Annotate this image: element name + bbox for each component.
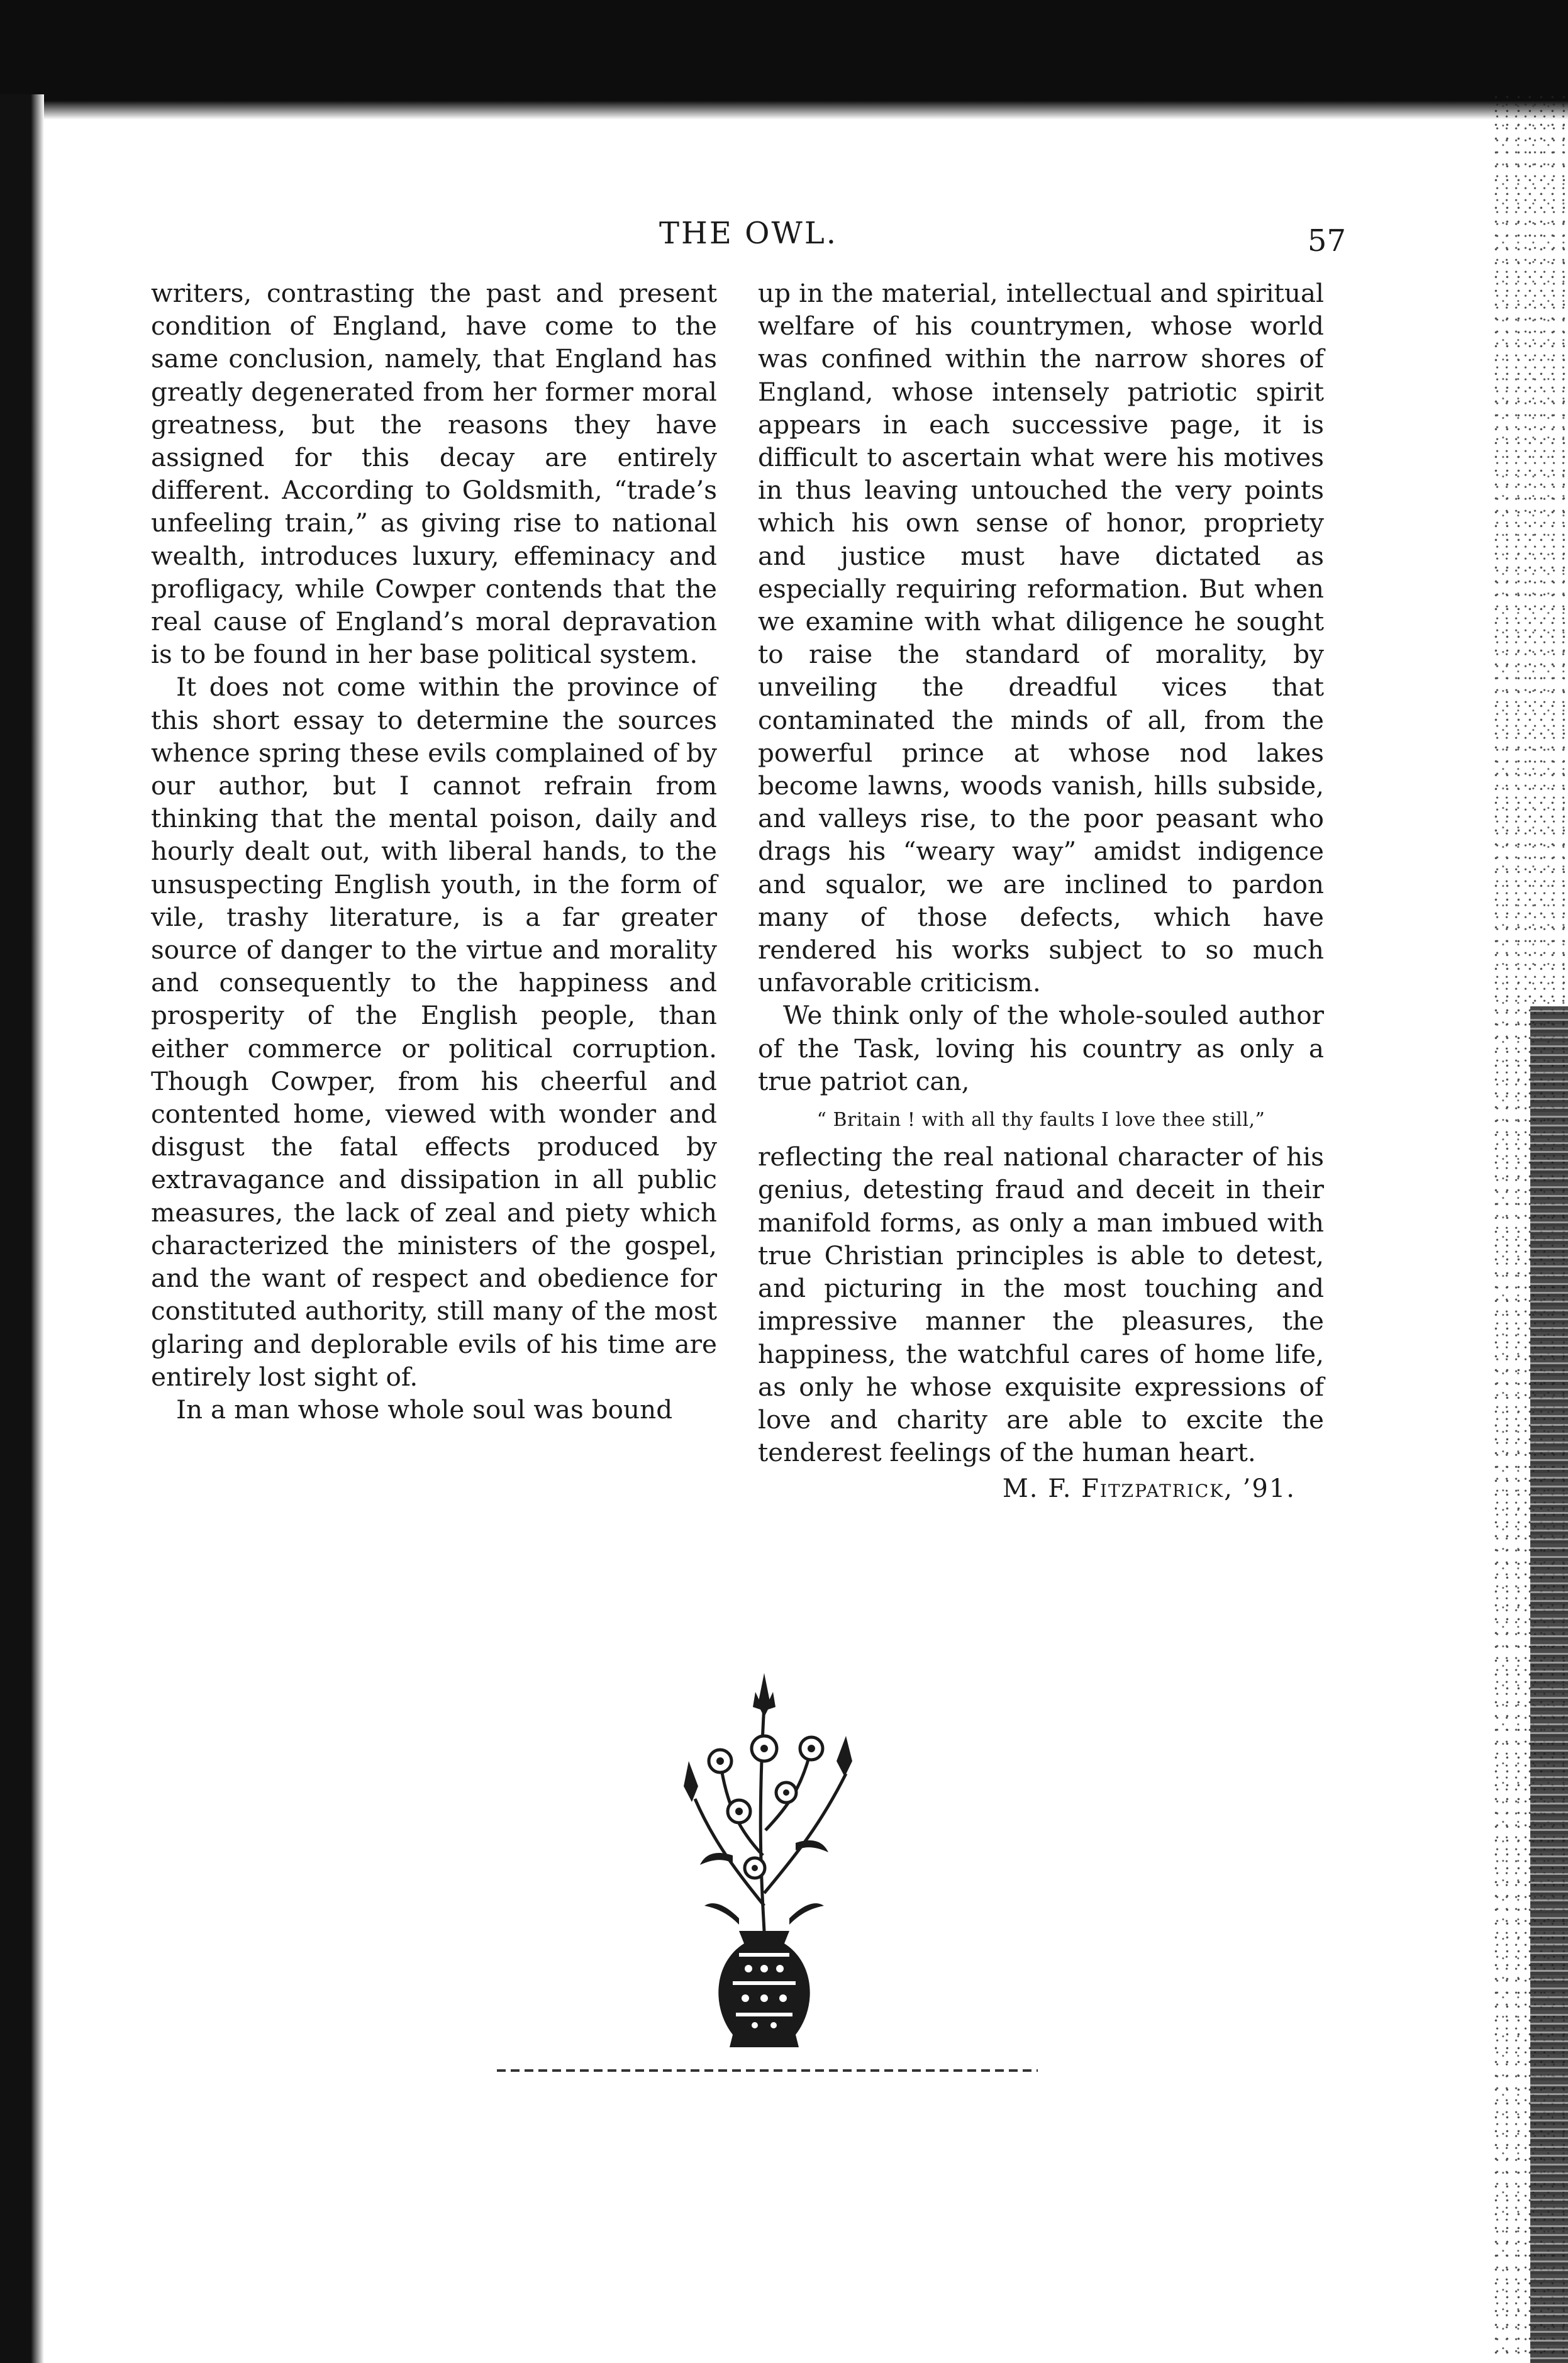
- running-title: THE OWL.: [659, 216, 838, 251]
- right-paragraph-2: We think only of the whole-souled author of the Task, loving his country as only a true patriot can,: [758, 1000, 1324, 1096]
- flower-vase-ornament-icon: [645, 1667, 884, 2057]
- scan-top-border-fade: [0, 101, 1568, 120]
- left-paragraph-2: It does not come within the province of this short essay to determine the sources whence spring these evils complained of by our author, but I cannot refrain from thinking that the mental poison, daily and hourly dealt out, with liberal hands, to the unsuspecting English youth, in the form of vile, trashy literature, is a far greater source of danger to the virtue and morality and consequently to the happiness and prosperity of the English people, than either commerce or political corruption. Though Cowper, from his cheerful and contented home, viewed with wonder and disgust the fatal effects produced by extravagance and dissipation in all public measures, the lack of zeal and piety which characterized the ministers of the gospel, and the want of respect and obedience for constituted authority, still many of the most glaring and deplorable evils of his time are entirely lost sight of.: [151, 672, 717, 1392]
- block-quote: “ Britain ! with all thy faults I love thee still,”: [816, 1109, 1265, 1131]
- scan-right-edge-strip: [1530, 1006, 1568, 2363]
- right-paragraph-3: reflecting the real national character of his genius, detesting fraud and deceit in their manifold forms, as only a man imbued with true Christian principles is able to detest, and picturing in the most touching and impressive manner the pleasures, the happiness, the watchful cares of home life, as only he whose exquisite expressions of love and charity are able to excite the tenderest feelings of the human heart.: [758, 1142, 1324, 1468]
- signature-initials: M. F.: [1002, 1474, 1072, 1504]
- author-signature: [758, 1472, 1324, 1505]
- left-paragraph-3: In a man whose whole soul was bound: [176, 1394, 673, 1425]
- left-paragraph-1: writers, contrasting the past and present condition of England, have come to the same conclusion, namely, that England has greatly degenerated from her former moral greatness, but the reasons they have assigned for this decay are entirely different. According to Goldsmith, “trade’s unfeeling train,” as giving rise to national wealth, introduces luxury, effeminacy and profligacy, while Cowper contends that the real cause of England’s moral depravation is to be found in her base political system.: [151, 278, 717, 670]
- ornament-baseline: [497, 2069, 1038, 2072]
- right-column: [758, 277, 1324, 1506]
- signature-name: Fitzpatrick: [1081, 1474, 1225, 1504]
- right-paragraph-1: up in the material, intellectual and spiritual welfare of his countrymen, whose world was confined within the narrow shores of England, whose intensely patriotic spirit appears in each successive page, it is difficult to ascertain what were his motives in thus leaving untouched the very points which his own sense of honor, propriety and justice must have dictated as especially requiring reformation. But when we examine with what diligence he sought to raise the standard of morality, by unveiling the dreadful vices that contaminated the minds of all, from the powerful prince at whose nod lakes become lawns, woods vanish, hills subside, and valleys rise, to the poor peasant who drags his “weary way” amidst indigence and squalor, we are inclined to pardon many of those defects, which have rendered his works subject to so much unfavorable criticism.: [758, 278, 1324, 998]
- page-header: [151, 211, 1346, 259]
- page-number: 57: [1307, 223, 1346, 259]
- scan-top-border: [0, 0, 1568, 110]
- signature-year: , ’91.: [1224, 1474, 1296, 1504]
- left-column: [151, 277, 717, 1426]
- scan-left-border: [0, 94, 44, 2363]
